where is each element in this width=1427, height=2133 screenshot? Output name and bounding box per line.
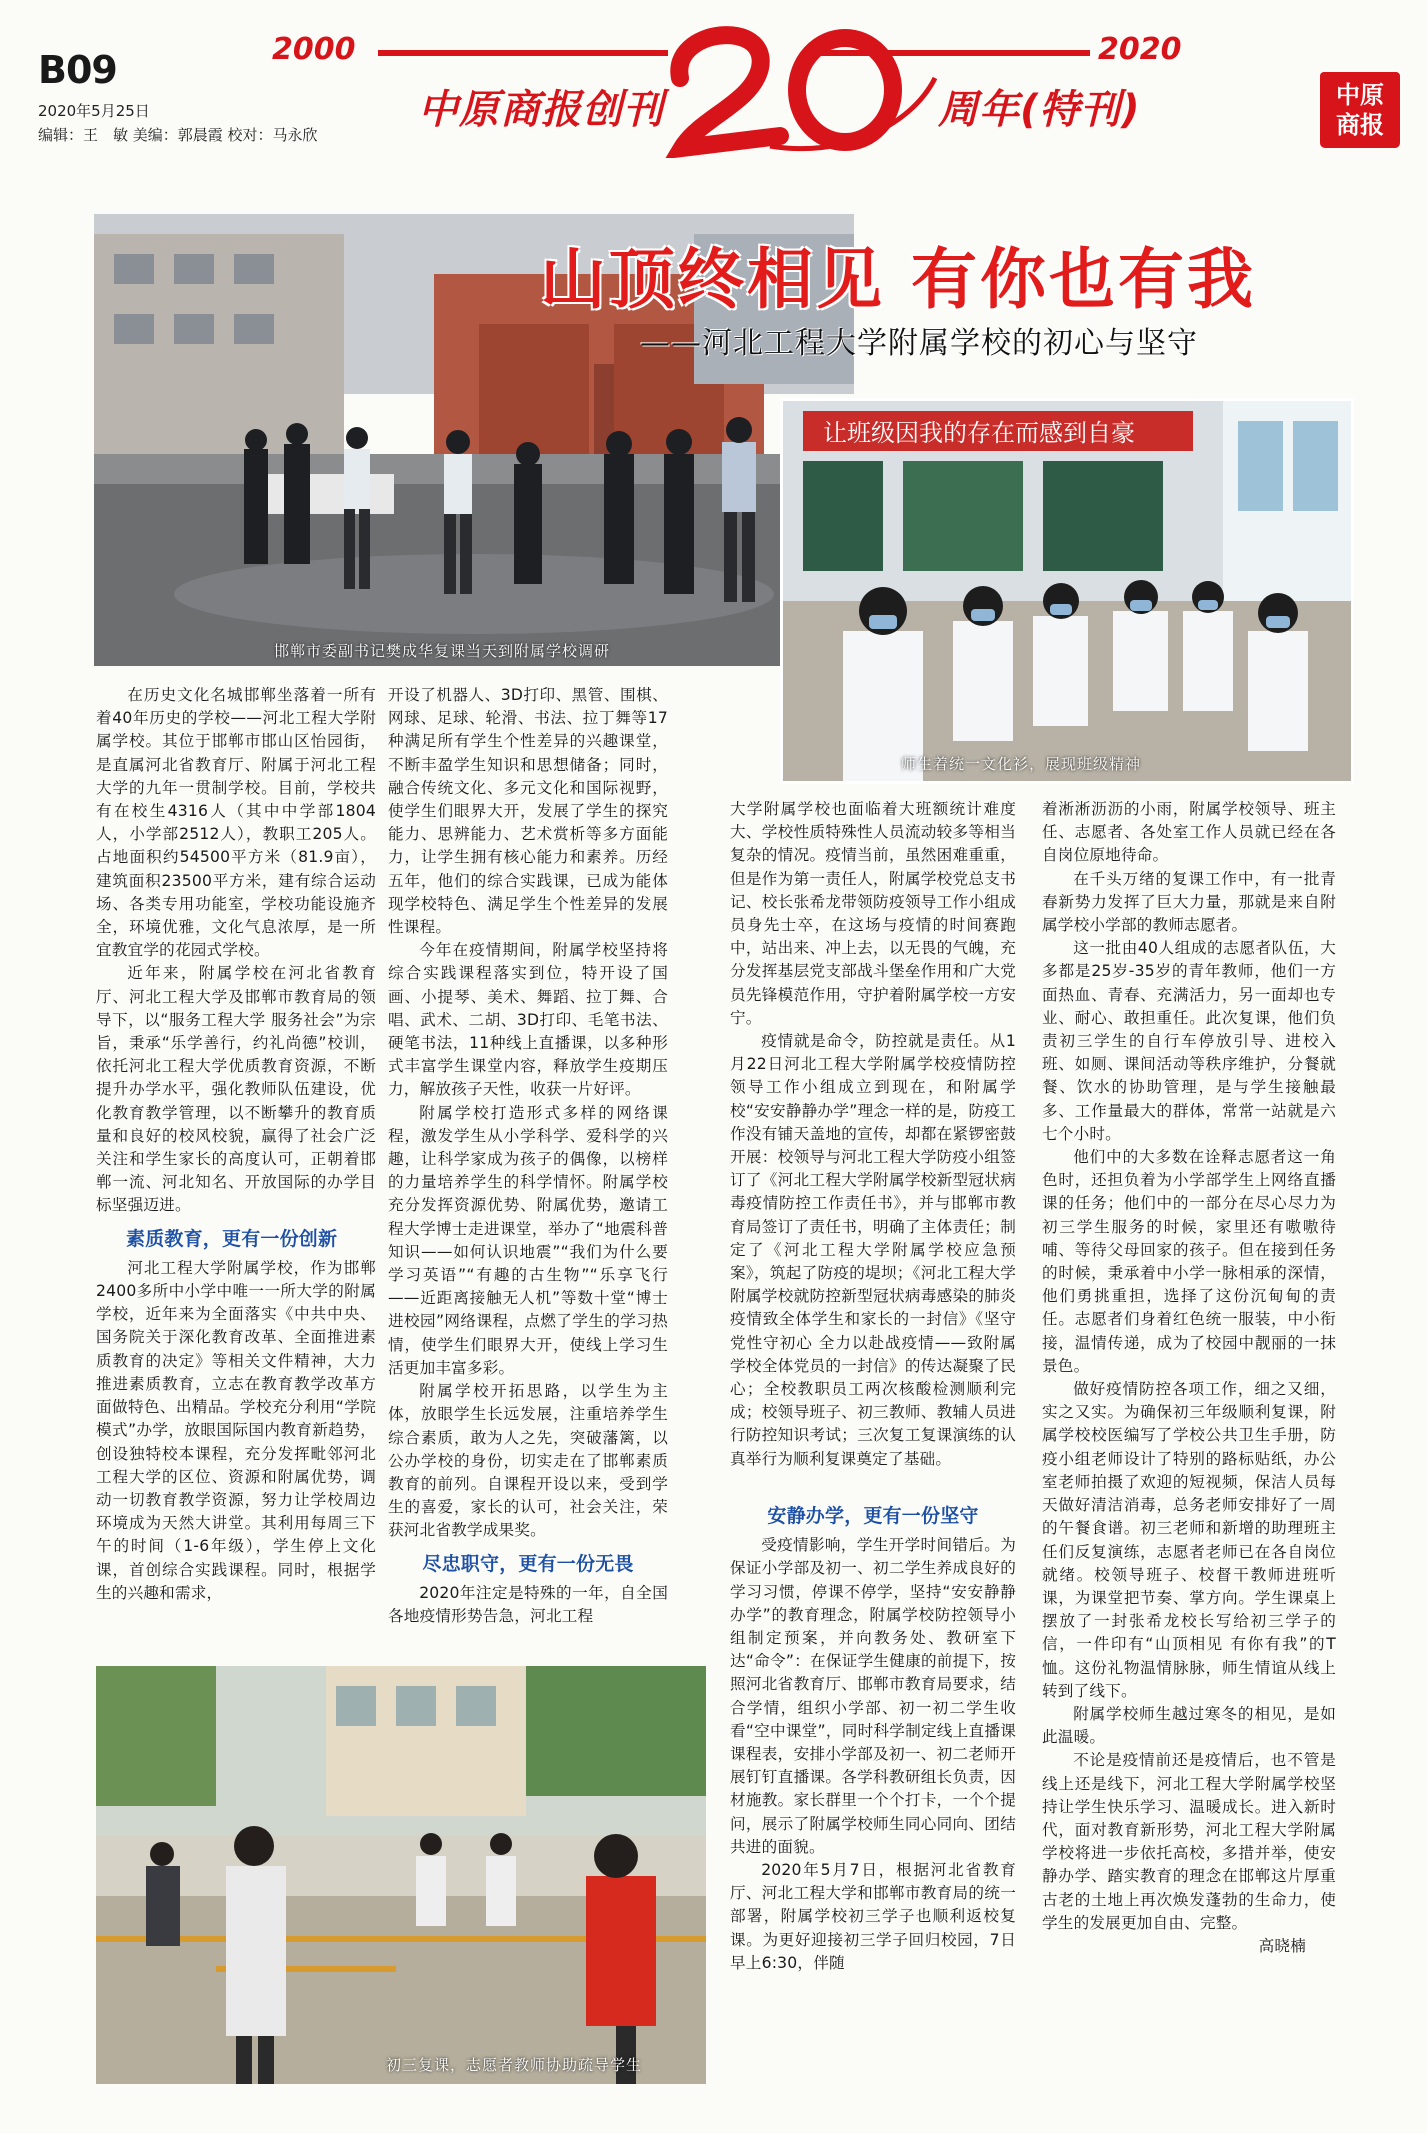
article-paragraph: 大学附属学校也面临着大班额统计难度大、学校性质特殊性人员流动较多等相当复杂的情况。疫情当前，虽然困难重重，但是作为第一责任人，附属学校党总支书记、校长张希龙带领防疫领导工作小组成员身先士卒，在这场与疫情的时间赛跑中，站出来、冲上去，以无畏的气魄，充分发挥基层党支部战斗堡垒作用和广大党员先锋模范作用，守护着附属学校一方安宁。	[730, 800, 1016, 1027]
page-number: B09	[38, 48, 117, 92]
brand-title: 中原商报创刊	[418, 87, 664, 133]
article-paragraph: 不论是疫情前还是疫情后，也不管是线上还是线下，河北工程大学附属学校坚持让学生快乐学习、温暖成长。进入新时代，面对教育新形势，河北工程大学附属学校将进一步依托高校，多措并举，使安静办学、踏实教育的理念在邯郸这片厚重古老的土地上再次焕发蓬勃的生命力，使学生的发展更加自由、完整。	[1042, 1751, 1336, 1932]
article-paragraph: 今年在疫情期间，附属学校坚持将综合实践课程落实到位，特开设了国画、小提琴、美术、舞蹈、拉丁舞、合唱、武术、二胡、3D打印、毛笔书法、硬笔书法，11种线上直播课，以多种形式丰富学生课堂内容，释放学生疫期压力，解放孩子天性，收获一片好评。	[388, 941, 668, 1099]
classroom-photo	[780, 398, 1354, 784]
editor-credits: 编辑：王 敏 美编：郭晨霞 校对：马永欣	[38, 126, 318, 144]
article-paragraph: 开设了机器人、3D打印、黑管、围棋、网球、足球、轮滑、书法、拉丁舞等17种满足所有学生个性差异的兴趣课堂，不断丰盈学生知识和思想储备；同时，融合传统文化、多元文化和国际视野，使学生们眼界大开，发展了学生的探究能力、思辨能力、艺术赏析等多方面能力，让学生拥有核心能力和素养。历经五年，他们的综合实践课，已成为能体现学校特色、满足学生个性差异的发展性课程。	[388, 686, 668, 937]
article-paragraph: 附属学校打造形式多样的网络课程，激发学生从小学科学、爱科学的兴趣，让科学家成为孩子的偶像，以榜样的力量培养学生的科学情怀。附属学校充分发挥资源优势、附属优势，邀请工程大学博士走进课堂，举办了“地震科普知识——如何认识地震”“我们为什么要学习英语”“有趣的古生物”“乐享飞行——近距离接触无人机”等数十堂“博士进校园”网络课程，点燃了学生的学习热情，使学生们眼界大开，使线上学习生活更加丰富多彩。	[388, 1103, 668, 1377]
article-column-2	[388, 684, 668, 1628]
article-paragraph: 附属学校开拓思路，以学生为主体，放眼学生长远发展，注重培养学生综合素质，敢为人之先，突破藩篱，以公办学校的身份，切实走在了邯郸素质教育的前列。自课程开设以来，受到学生的喜爱，家长的认可，社会关注，荣获河北省教学成果奖。	[388, 1382, 668, 1540]
badge-line-1: 中原	[1320, 72, 1400, 110]
article-column-1	[96, 684, 376, 1605]
student-guidance-image	[96, 1666, 706, 2084]
brand-badge	[1320, 72, 1400, 148]
bottom-photo	[96, 1666, 706, 2084]
article-column-4	[1042, 798, 1336, 1958]
year-end: 2020	[1098, 32, 1182, 67]
section-title-quality-education: 素质教育，更有一份创新	[126, 1227, 338, 1250]
year-start: 2000	[272, 32, 356, 67]
masthead-rule-left	[378, 50, 668, 56]
article-paragraph: 他们中的大多数在诠释志愿者这一角色时，还担负着为小学部学生上网络直播课的任务；他们中的一部分在尽心尽力为初三学生服务的时候，家里还有嗷嗷待哺、等待父母回家的孩子。但在接到任务的时候，秉承着中小学一脉相承的深情，他们勇挑重担，选择了这份沉甸甸的责任。志愿者们身着红色统一服装，中小衔接，温情传递，成为了校园中靓丽的一抹景色。	[1042, 1148, 1336, 1375]
article-paragraph: 2020年注定是特殊的一年，自全国各地疫情形势告急，河北工程	[388, 1583, 668, 1625]
classroom-image	[783, 401, 1351, 781]
article-paragraph: 河北工程大学附属学校，作为邯郸2400多所中小学中唯一一所大学的附属学校，近年来为全面落实《中共中央、国务院关于深化教育改革、全面推进素质教育的决定》等相关文件精神，大力推进素质教育，立志在教育教学改革方面做特色、出精品。学校充分利用“学院模式”办学，放眼国际国内教育新趋势，创设独特校本课程，充分发挥毗邻河北工程大学的区位、资源和附属优势，调动一切教育教学资源，努力让学校周边环境成为天然大讲堂。其利用每周三下午的时间（1-6年级），学生停上文化课，首创综合实践课程。同时，根据学生的兴趣和需求，	[96, 1258, 376, 1602]
headline-subtitle: ——河北工程大学附属学校的初心与坚守	[640, 326, 1198, 361]
headline-title: 山顶终相见 有你也有我	[540, 241, 1256, 318]
article-paragraph: 在历史文化名城邯郸坐落着一所有着40年历史的学校——河北工程大学附属学校。其位于邯郸市邯山区怡园街，是直属河北省教育厅、附属于河北工程大学的九年一贯制学校。目前，学校共有在校生4316人（其中中学部1804人，小学部2512人），教职工205人。占地面积约54500平方米（81.9亩），建筑面积23500平方米，建有综合运动场、各类专用功能室，学校功能设施齐全，环境优雅，文化气息浓厚，是一所宜教宜学的花园式学校。	[96, 686, 376, 960]
badge-line-2: 商报	[1320, 110, 1400, 140]
article-paragraph: 2020年5月7日，根据河北省教育厅、河北工程大学和邯郸市教育局的统一部署，附属学校初三学子也顺利返校复课。为更好迎接初三学子回归校园，7日早上6:30，伴随	[730, 1860, 1016, 1972]
article-paragraph: 近年来，附属学校在河北省教育厅、河北工程大学及邯郸市教育局的领导下，以“服务工程大学 服务社会”为宗旨，秉承“乐学善行，约礼尚德”校训，依托河北工程大学优质教育资源，不断提升办学水平，强化教师队伍建设，优化教育教学管理，以不断攀升的教育质量和良好的校风校貌，赢得了社会广泛关注和学生家长的高度认可，正朝着邯郸一流、河北知名、开放国际的办学目标坚强迈进。	[96, 964, 376, 1215]
article-paragraph: 着淅淅沥沥的小雨，附属学校领导、班主任、志愿者、各处室工作人员就已经在各自岗位原地待命。	[1042, 800, 1336, 865]
publish-date: 2020年5月25日	[38, 102, 150, 120]
anniversary-twenty-logo	[660, 18, 940, 158]
top-photo-caption: 邯郸市委副书记樊成华复课当天到附属学校调研	[274, 642, 611, 660]
article-paragraph: 在千头万绪的复课工作中，有一批青春新势力发挥了巨大力量，那就是来自附属学校小学部的教师志愿者。	[1042, 869, 1336, 935]
author-signature: 高晓楠	[1258, 1936, 1306, 1955]
anniversary-label: 周年(特刊)	[938, 87, 1141, 133]
article-paragraph: 这一批由40人组成的志愿者队伍，大多都是25岁-35岁的青年教师，他们一方面热血、青春、充满活力，另一面却也专业、耐心、敢担重任。此次复课，他们负责初三学生的自行车停放引导、进校入班、如厕、课间活动等秩序维护，分餐就餐、饮水的协助管理，是与学生接触最多、工作量最大的群体，常常一站就是六七个小时。	[1042, 939, 1336, 1143]
section-title-duty: 尽忠职守，更有一份无畏	[422, 1552, 634, 1575]
section-title-stable-schooling: 安静办学，更有一份坚守	[767, 1504, 979, 1527]
article-paragraph: 附属学校师生越过寒冬的相见，是如此温暖。	[1042, 1704, 1336, 1747]
classroom-banner: 让班级因我的存在而感到自豪	[823, 419, 1135, 447]
article-paragraph: 做好疫情防控各项工作，细之又细，实之又实。为确保初三年级顺利复课，附属学校校医编写了学校公共卫生手册，防疫小组老师设计了特别的路标贴纸，办公室老师拍摄了欢迎的短视频，保洁人员每天做好清洁消毒，总务老师安排好了一周的午餐食谱。初三老师和新增的助理班主任们反复演练，志愿者老师已在各自岗位就绪。校领导班子、校督干教师进班听课，为课堂把节奏、掌方向。学生课桌上摆放了一封张希龙校长写给初三学子的信，一件印有“山顶相见 有你有我”的T恤。这份礼物温情脉脉，师生情谊从线上转到了线下。	[1042, 1380, 1336, 1700]
article-paragraph: 受疫情影响，学生开学时间错后。为保证小学部及初一、初二学生养成良好的学习习惯，停课不停学，坚持“安安静静办学”的教育理念，附属学校防控领导小组制定预案，并向教务处、教研室下达“命令”：在保证学生健康的前提下，按照河北省教育厅、邯郸市教育局要求，结合学情，组织小学部、初一初二学生收看“空中课堂”，同时科学制定线上直播课课程表，安排小学部及初一、初二老师开展钉钉直播课。各学科教研组长负责，因材施教。家长群里一个个打卡，一个个提问，展示了附属学校师生同心同向、团结共进的面貌。	[730, 1536, 1016, 1856]
article-column-3	[730, 798, 1016, 1975]
bottom-photo-caption: 初三复课，志愿者教师协助疏导学生	[386, 2056, 643, 2074]
article-paragraph: 疫情就是命令，防控就是责任。从1月22日河北工程大学附属学校疫情防控领导工作小组成立到现在，和附属学校“安安静静办学”理念一样的是，防疫工作没有铺天盖地的宣传，却都在紧锣密鼓开展：校领导与河北工程大学防疫小组签订了《河北工程大学附属学校新型冠状病毒疫情防控工作责任书》，并与邯郸市教育局签订了责任书，明确了主体责任；制定了《河北工程大学附属学校应急预案》，筑起了防疫的堤坝；《河北工程大学附属学校就防控新型冠状病毒感染的肺炎疫情致全体学生和家长的一封信》《坚守党性守初心 全力以赴战疫情——致附属学校全体党员的一封信》的传达凝聚了民心；全校教职员工两次核酸检测顺利完成；校领导班子、初三教师、教辅人员进行防控知识考试；三次复工复课演练的认真举行为顺利复课奠定了基础。	[730, 1032, 1016, 1468]
classroom-photo-caption: 师生着统一文化衫，展现班级精神	[901, 755, 1142, 773]
